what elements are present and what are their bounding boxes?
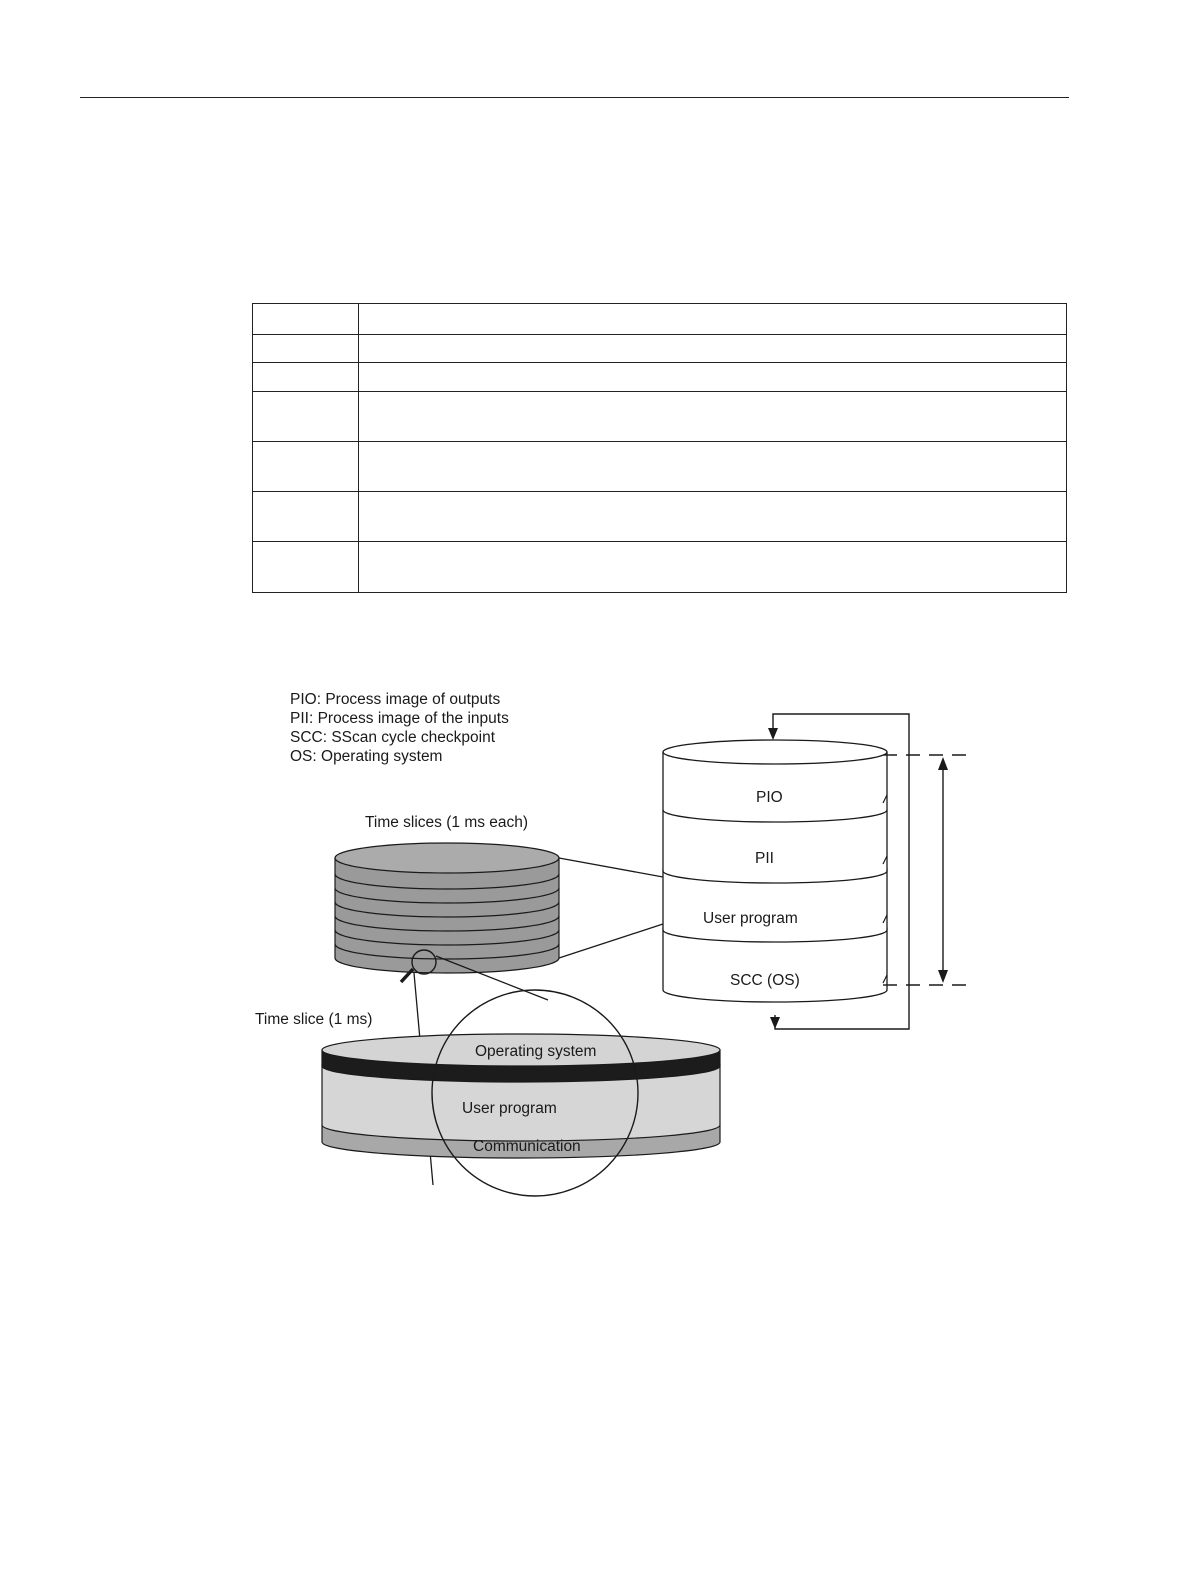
cycle-pio-label: PIO [756,789,783,806]
legend-line: SCC: SScan cycle checkpoint [290,729,496,746]
time-slice-stack [335,843,559,973]
cycle-stack [663,740,887,1002]
legend [290,691,509,765]
cycle-pii-label: PII [755,850,774,867]
arrow-up-icon [938,757,948,770]
legend-line: PII: Process image of the inputs [290,710,509,727]
legend-line: OS: Operating system [290,748,443,765]
connector-line [559,924,663,958]
loop-arrow-down-icon [768,728,778,740]
time-slices-label: Time slices (1 ms each) [365,814,529,831]
arrow-down-icon [938,970,948,983]
time-slice-label: Time slice (1 ms) [255,1011,373,1028]
drum-top [663,740,887,764]
slice-top [335,843,559,873]
communication-layer-label: Communication [473,1138,581,1155]
loop-arrow-down-icon [770,1017,780,1029]
cycle-scc-label: SCC (OS) [730,972,800,989]
legend-line: PIO: Process image of outputs [290,691,501,708]
os-layer-label: Operating system [475,1043,597,1060]
user-program-layer-label: User program [462,1100,557,1117]
dashed-reference-lines [883,755,972,985]
connector-line [559,858,663,877]
cycle-user-program-label: User program [703,910,798,927]
